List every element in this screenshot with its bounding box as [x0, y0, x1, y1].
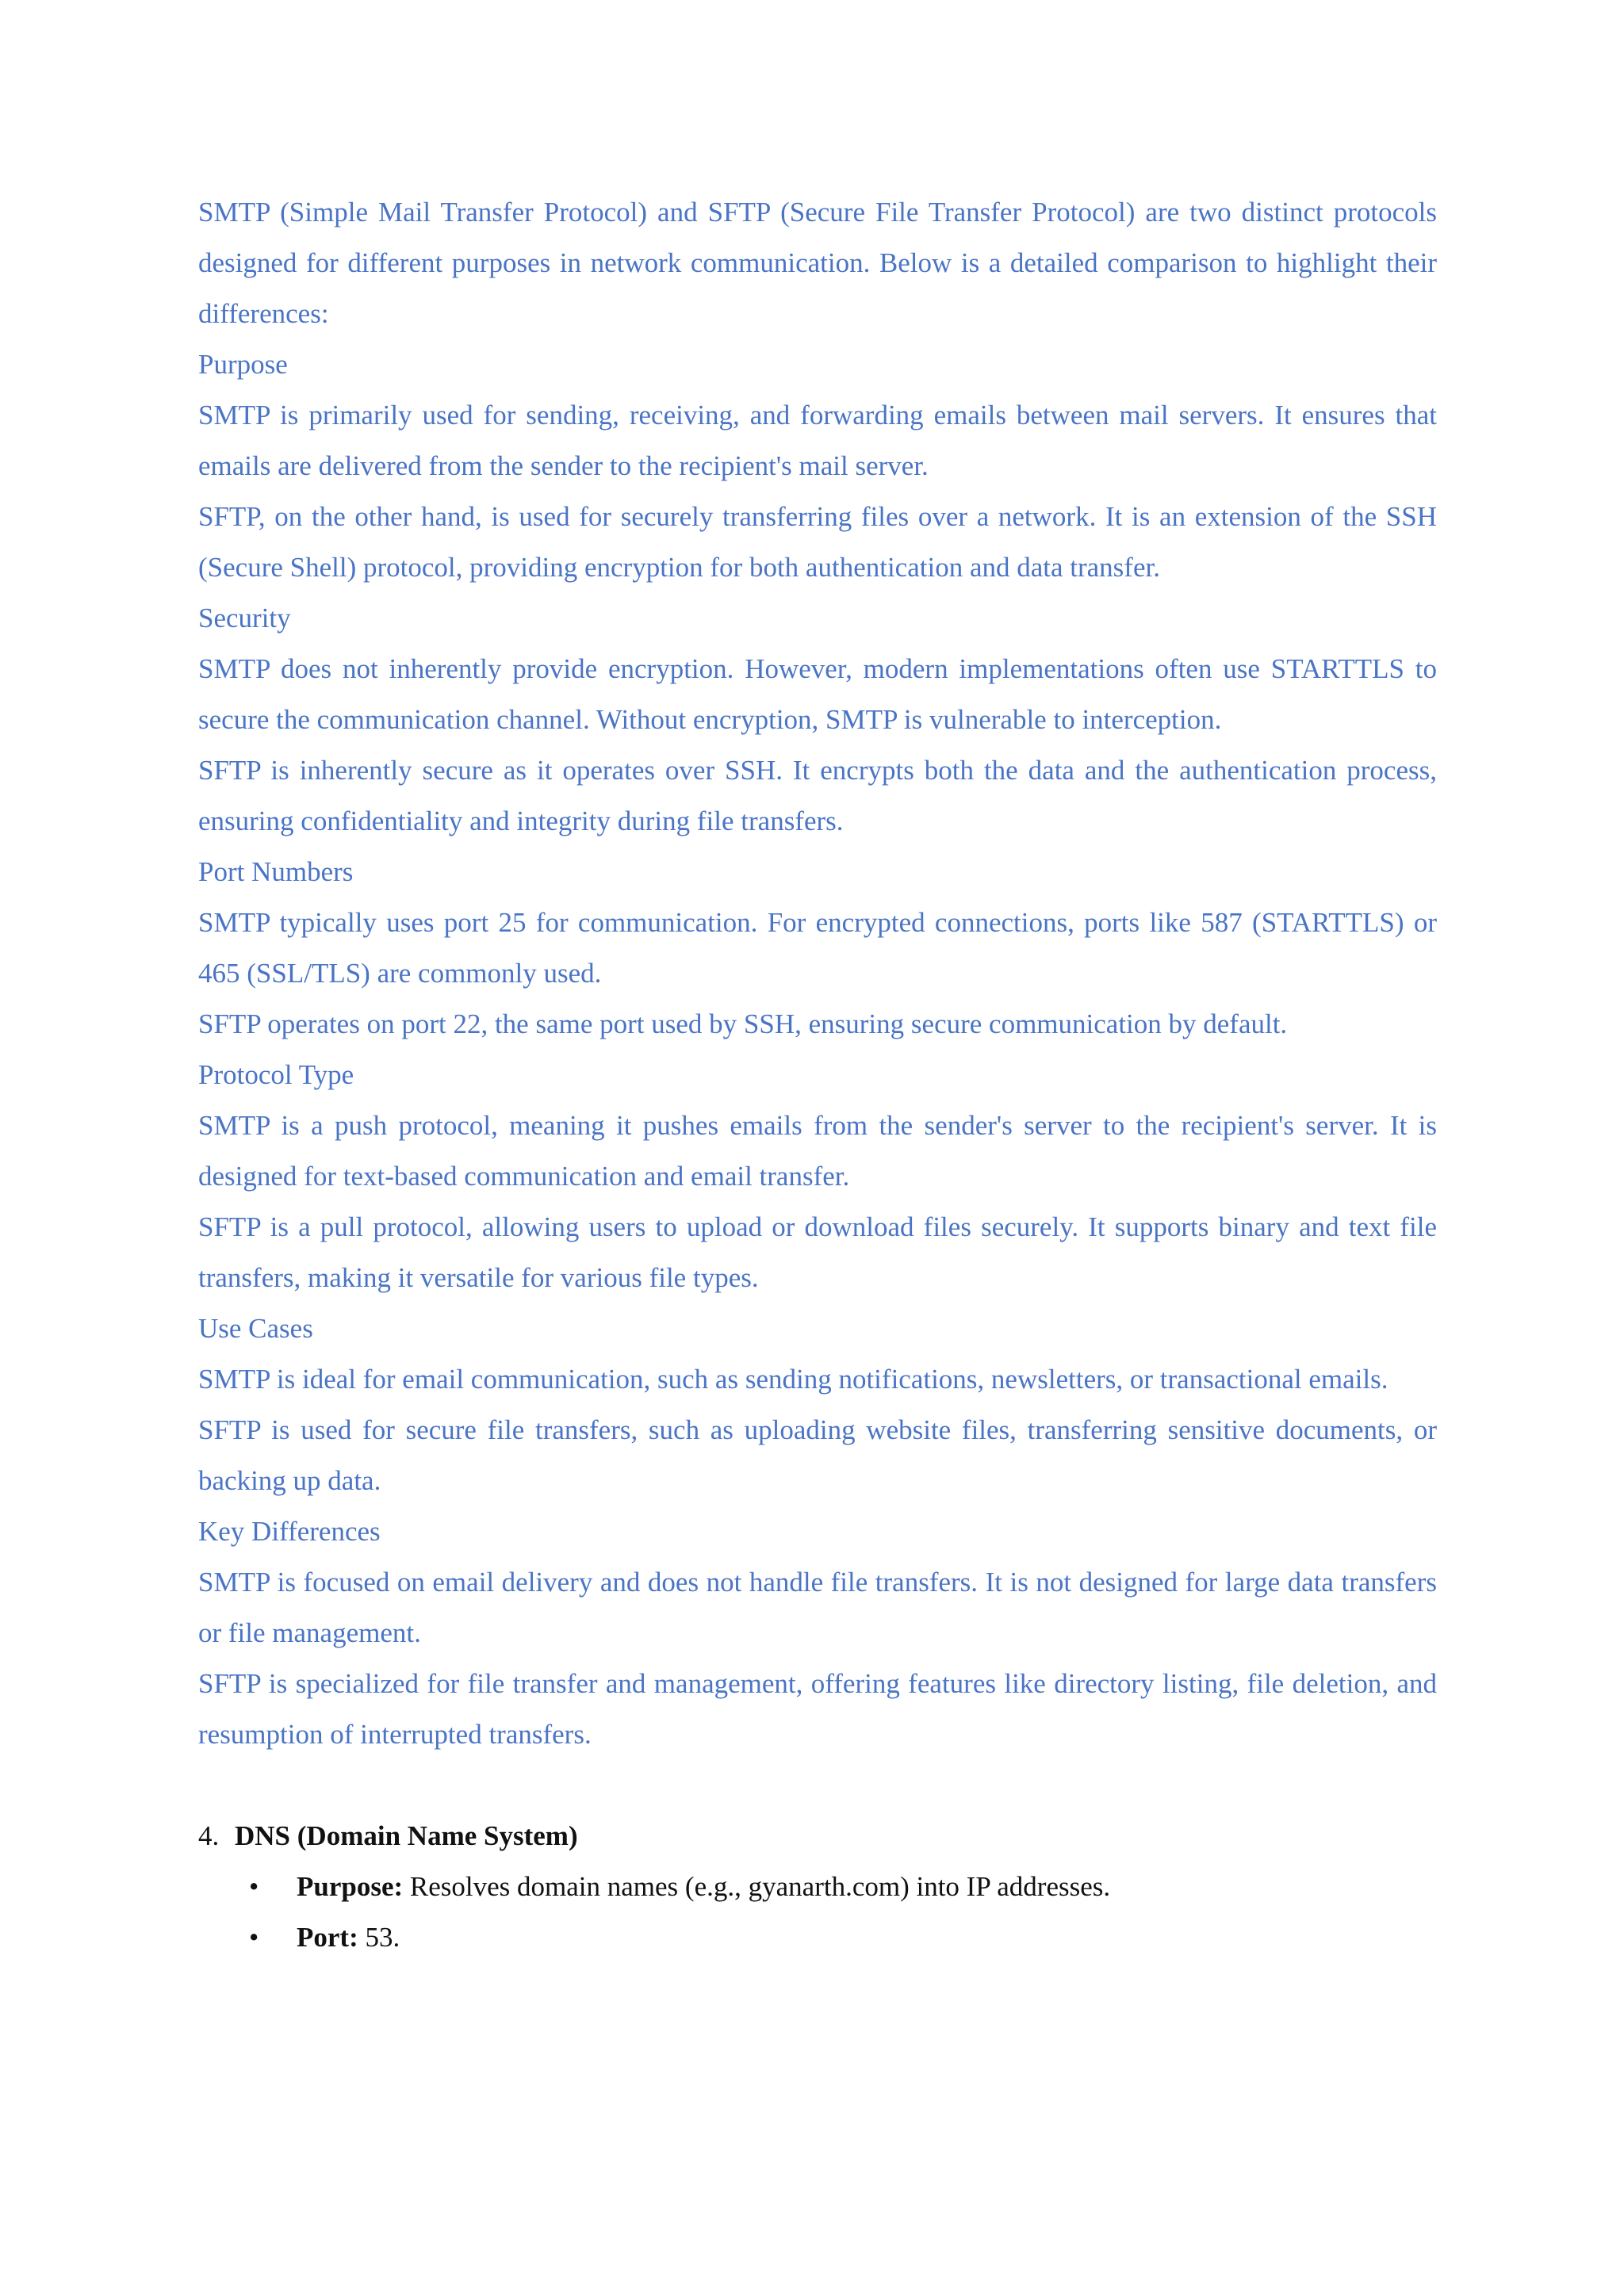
paragraph-security-smtp: SMTP does not inherently provide encryption. However, modern implementations often use STARTTLS to secure the communication channel. Without encryption, SMTP is vulnerable to interception. [198, 653, 1437, 735]
section-heading-use-cases: Use Cases [198, 1313, 313, 1344]
list-item [198, 1912, 1437, 1963]
paragraph-usecases-smtp: SMTP is ideal for email communication, such as sending notifications, newsletters, or transactional emails. [198, 1364, 1388, 1395]
bullet-icon: • [249, 1922, 259, 1953]
paragraph-differences-sftp: SFTP is specialized for file transfer and management, offering features like directory listing, file deletion, and resumption of interrupted transfers. [198, 1668, 1437, 1750]
paragraph-protocol-sftp: SFTP is a pull protocol, allowing users to upload or download files securely. It supports binary and text file transfers, making it versatile for various file types. [198, 1211, 1437, 1293]
section-heading-key-differences: Key Differences [198, 1516, 381, 1547]
dns-title: DNS (Domain Name System) [235, 1820, 578, 1851]
bullet-text: Resolves domain names (e.g., gyanarth.com) into IP addresses. [403, 1871, 1111, 1902]
intro-paragraph: SMTP (Simple Mail Transfer Protocol) and SFTP (Secure File Transfer Protocol) are two distinct protocols designed for different purposes in network communication. Below is a detailed comparison to highlight their differences: [198, 197, 1437, 329]
list-item [198, 1862, 1437, 1912]
paragraph-security-sftp: SFTP is inherently secure as it operates over SSH. It encrypts both the data and the authentication process, ensuring confidentiality and integrity during file transfers. [198, 755, 1437, 836]
paragraph-ports-smtp: SMTP typically uses port 25 for communication. For encrypted connections, ports like 587 (STARTTLS) or 465 (SSL/TLS) are commonly used. [198, 907, 1437, 989]
bullet-text: 53. [358, 1922, 400, 1953]
section-heading-port-numbers: Port Numbers [198, 856, 354, 887]
paragraph-usecases-sftp: SFTP is used for secure file transfers, such as uploading website files, transferring sensitive documents, or backing up data. [198, 1414, 1437, 1496]
section-heading-security: Security [198, 603, 291, 633]
section-heading-protocol-type: Protocol Type [198, 1059, 354, 1090]
paragraph-purpose-smtp: SMTP is primarily used for sending, receiving, and forwarding emails between mail servers. It ensures that emails are delivered from the sender to the recipient's mail server. [198, 400, 1437, 481]
bullet-label: Purpose: [297, 1871, 404, 1902]
section-spacer [198, 1760, 1437, 1811]
paragraph-ports-sftp: SFTP operates on port 22, the same port used by SSH, ensuring secure communication by default. [198, 1008, 1288, 1039]
paragraph-differences-smtp: SMTP is focused on email delivery and does not handle file transfers. It is not designed for large data transfers or file management. [198, 1567, 1437, 1648]
dns-bullet-list [198, 1862, 1437, 1963]
numbered-item-dns [198, 1811, 1437, 1862]
bullet-icon: • [249, 1871, 259, 1902]
list-number: 4. [198, 1820, 220, 1851]
paragraph-protocol-smtp: SMTP is a push protocol, meaning it pushes emails from the sender's server to the recipient's server. It is designed for text-based communication and email transfer. [198, 1110, 1437, 1192]
bullet-label: Port: [297, 1922, 358, 1953]
paragraph-purpose-sftp: SFTP, on the other hand, is used for securely transferring files over a network. It is an extension of the SSH (Secure Shell) protocol, providing encryption for both authentication and data transfer. [198, 501, 1437, 583]
section-heading-purpose: Purpose [198, 349, 288, 380]
document-page [198, 187, 1437, 1963]
